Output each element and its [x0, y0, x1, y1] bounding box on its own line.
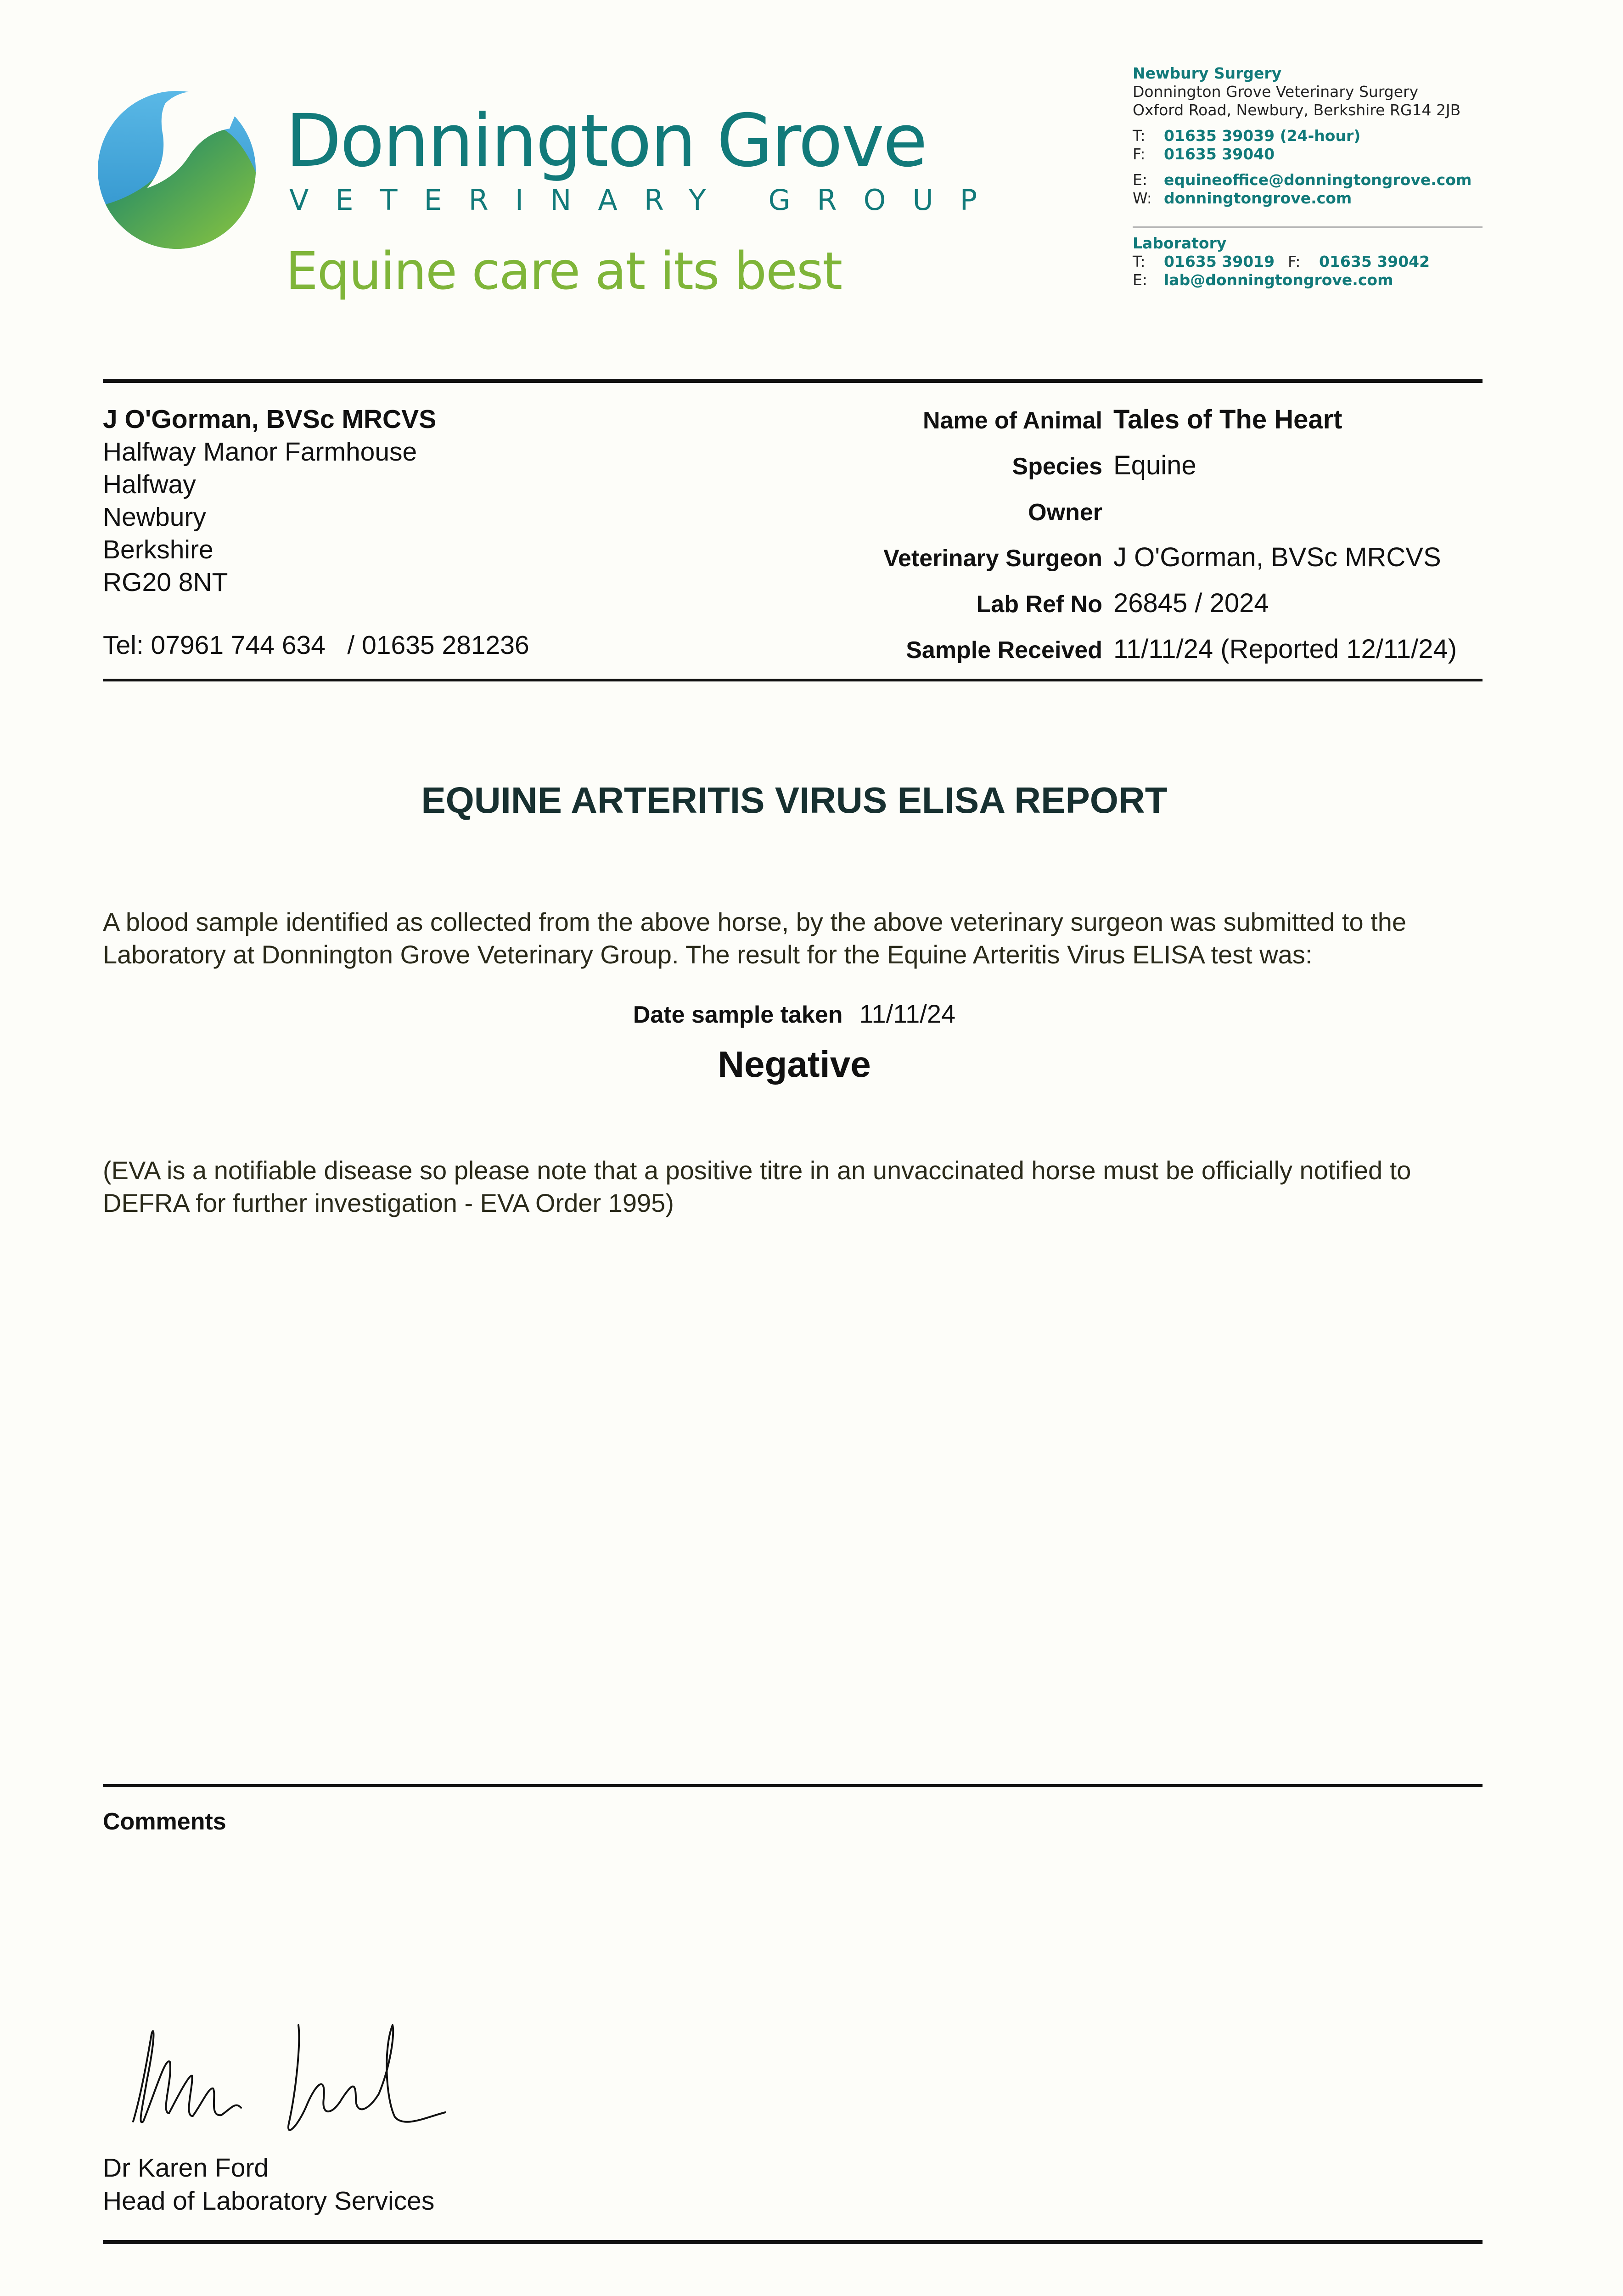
report-intro: A blood sample identified as collected from the above horse, by the above veterinary surgeon was submitted to the Laboratory at Donnington Grove Veterinary Group. The result for the Equine Arteritis Virus ELISA test was:: [103, 907, 1406, 969]
surgery-tel-row: T: 01635 39039 (24-hour): [1133, 127, 1361, 145]
info-row-sample-received: [826, 634, 1488, 680]
species-value: Equine: [1113, 450, 1196, 480]
info-row-species: [826, 450, 1488, 496]
lab-fax: 01635 39042: [1319, 253, 1430, 270]
recipient-name: J O'Gorman, BVSc MRCVS: [103, 405, 437, 434]
surgery-fax: 01635 39040: [1164, 145, 1275, 163]
brand-subtitle: VETERINARY GROUP: [289, 183, 1004, 217]
animal-info-table: [826, 404, 1488, 680]
report-note: (EVA is a notifiable disease so please note that a positive titre in an unvaccinated horse must be officially notified to DEFRA for further investigation - EVA Order 1995): [103, 1156, 1411, 1217]
surgery-tel[interactable]: 01635 39039 (24-hour): [1164, 127, 1361, 145]
lab-email-row: E: lab@donningtongrove.com: [1133, 271, 1393, 289]
surgery-email-link[interactable]: equineoffice@donningtongrove.com: [1164, 171, 1472, 189]
sample-received-value: 11/11/24 (Reported 12/11/24): [1113, 634, 1457, 664]
test-result: Negative: [718, 1044, 871, 1085]
lab-heading: Laboratory: [1133, 234, 1227, 252]
info-label: Owner: [1028, 499, 1102, 526]
animal-name: Tales of The Heart: [1113, 405, 1342, 434]
info-row-vet: [826, 542, 1488, 588]
date-label: Date sample taken: [633, 1002, 843, 1028]
recipient-address: [103, 403, 436, 599]
vet-value: J O'Gorman, BVSc MRCVS: [1113, 542, 1441, 572]
surgery-heading: Newbury Surgery: [1133, 64, 1282, 82]
date-value: 11/11/24: [859, 999, 956, 1028]
date-sample-taken: [0, 999, 1589, 1029]
signatory: [103, 2151, 434, 2217]
surgery-name: Donnington Grove Veterinary Surgery: [1133, 83, 1419, 101]
info-row-animal-name: [826, 404, 1488, 450]
info-label: Lab Ref No: [976, 591, 1102, 618]
contact-divider: [1133, 226, 1483, 228]
info-label: Species: [1012, 453, 1102, 480]
recipient-phone: Tel: 07961 744 634 / 01635 281236: [103, 630, 529, 660]
address-line: Halfway: [103, 470, 196, 499]
surgery-web-row: W: donningtongrove.com: [1133, 189, 1352, 207]
handwritten-signature: [115, 2007, 482, 2144]
lab-phone-row: T: 01635 39019 F: 01635 39042: [1133, 253, 1430, 270]
comments-rule: [103, 1784, 1483, 1787]
contact-block: [1133, 64, 1486, 289]
address-line: Newbury: [103, 502, 206, 532]
surgery-email-row: E: equineoffice@donningtongrove.com: [1133, 171, 1472, 189]
surgery-fax-row: F: 01635 39040: [1133, 145, 1275, 163]
address-line: Halfway Manor Farmhouse: [103, 437, 417, 467]
info-label: Veterinary Surgeon: [883, 545, 1102, 572]
comments-label: Comments: [103, 1808, 226, 1835]
lab-ref-value: 26845 / 2024: [1113, 588, 1269, 618]
surgery-web-link[interactable]: donningtongrove.com: [1164, 189, 1352, 207]
info-row-lab-ref: [826, 588, 1488, 634]
info-label: Name of Animal: [922, 407, 1102, 434]
info-label: Sample Received: [906, 637, 1102, 664]
horse-head-logo: [96, 85, 262, 250]
footer-rule: [103, 2240, 1483, 2244]
lab-tel[interactable]: 01635 39019: [1164, 253, 1275, 270]
brand-name: Donnington Grove: [286, 99, 927, 183]
report-title: EQUINE ARTERITIS VIRUS ELISA REPORT: [421, 780, 1168, 821]
signatory-role: Head of Laboratory Services: [103, 2186, 435, 2216]
header-rule: [103, 379, 1483, 383]
brand-tagline: Equine care at its best: [286, 242, 842, 301]
surgery-address: Oxford Road, Newbury, Berkshire RG14 2JB: [1133, 101, 1461, 119]
info-row-owner: [826, 496, 1488, 542]
address-line: RG20 8NT: [103, 568, 228, 597]
address-line: Berkshire: [103, 535, 213, 564]
signatory-name: Dr Karen Ford: [103, 2153, 269, 2183]
lab-email-link[interactable]: lab@donningtongrove.com: [1164, 271, 1393, 289]
